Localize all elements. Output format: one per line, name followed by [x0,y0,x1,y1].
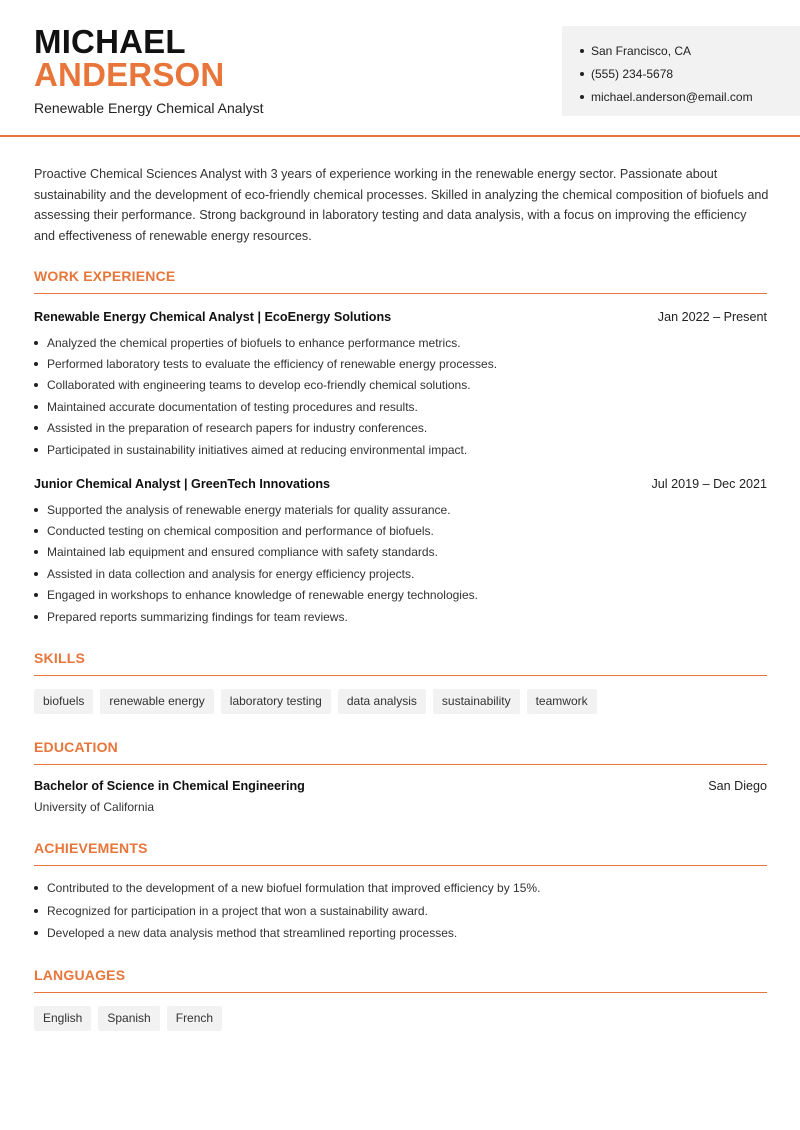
first-name: MICHAEL [34,23,186,60]
list-item [34,900,767,923]
list-item [34,332,767,353]
skill-chip: biofuels [34,689,93,714]
bullet-icon [580,95,584,99]
section-title-achievements: ACHIEVEMENTS [34,840,767,866]
education-location: San Diego [708,779,767,793]
list-item-text: Maintained accurate documentation of testing procedures and results. [47,399,418,414]
education-degree: Bachelor of Science in Chemical Engineering [34,779,305,793]
bullet-icon [34,550,38,554]
skill-chip: sustainability [433,689,520,714]
list-item [34,606,767,627]
bullet-icon [34,362,38,366]
list-item [34,877,767,900]
bullet-icon [34,383,38,387]
skill-chip: data analysis [338,689,426,714]
list-item-text: Contributed to the development of a new biofuel formulation that improved efficiency by 15%. [47,881,541,896]
bullet-icon [34,931,38,935]
list-item-text: Recognized for participation in a project that won a sustainability award. [47,903,428,918]
list-item [34,499,767,520]
contact-location-text: San Francisco, CA [591,43,692,58]
list-item-text: Collaborated with engineering teams to develop eco-friendly chemical solutions. [47,378,471,393]
job-dates: Jan 2022 – Present [657,310,767,324]
section-title-skills: SKILLS [34,650,767,676]
language-chip: French [167,1006,222,1031]
list-item-text: Participated in sustainability initiatives aimed at reducing environmental impact. [47,442,468,457]
job-dates: Jul 2019 – Dec 2021 [651,477,767,491]
section-title-work: WORK EXPERIENCE [34,268,767,294]
list-item-text: Supported the analysis of renewable energy materials for quality assurance. [47,502,451,517]
list-item-text: Conducted testing on chemical composition and performance of biofuels. [47,524,434,539]
bullet-icon [34,508,38,512]
list-item [34,542,767,563]
list-item-text: Engaged in workshops to enhance knowledge of renewable energy technologies. [47,588,478,603]
job-role: Junior Chemical Analyst | GreenTech Innovations [34,477,331,491]
list-item [34,375,767,396]
contact-box [562,26,800,116]
contact-email [580,86,800,109]
list-item [34,922,767,945]
bullet-icon [34,593,38,597]
contact-phone-text: (555) 234-5678 [591,66,674,81]
list-item [34,563,767,584]
summary-paragraph: Proactive Chemical Sciences Analyst with 3 years of experience working in the renewable energy sector. Passionate about sustainability and the development of eco-friendly chemical processes. Skilled in analyzing the chemical composition of biofuels and assessing their performance. Strong background in laboratory testing and data analysis, with a focus on improving the efficiency and effectiveness of renewable energy resources. [34,167,769,243]
bullet-icon [34,405,38,409]
list-item [34,396,767,417]
bullet-icon [34,426,38,430]
list-item [34,353,767,374]
list-item [34,520,767,541]
section-title-education: EDUCATION [34,739,767,765]
bullet-icon [34,909,38,913]
contact-email-text: michael.anderson@email.com [591,90,753,105]
contact-phone [580,62,800,85]
job-role: Renewable Energy Chemical Analyst | EcoEnergy Solutions [34,310,392,324]
achievements-list [34,877,767,945]
skills-list [34,689,597,714]
last-name: ANDERSON [34,56,225,93]
list-item-text: Prepared reports summarizing findings for team reviews. [47,609,348,624]
list-item-text: Performed laboratory tests to evaluate the efficiency of renewable energy processes. [47,357,498,372]
languages-list [34,1006,222,1031]
education-school: University of California [34,800,155,814]
list-item-text: Analyzed the chemical properties of biofuels to enhance performance metrics. [47,335,461,350]
bullet-icon [580,49,584,53]
skill-chip: laboratory testing [221,689,331,714]
education-row [34,779,767,793]
job-header [34,477,767,491]
resume-header [0,0,800,137]
skill-chip: teamwork [527,689,597,714]
contact-location [580,39,800,62]
language-chip: English [34,1006,91,1031]
list-item [34,439,767,460]
bullet-icon [34,341,38,345]
list-item [34,418,767,439]
job-bullets [34,332,767,460]
list-item-text: Assisted in data collection and analysis for energy efficiency projects. [47,566,415,581]
list-item [34,585,767,606]
bullet-icon [34,615,38,619]
bullet-icon [34,886,38,890]
section-title-languages: LANGUAGES [34,967,767,993]
job-bullets [34,499,767,627]
skill-chip: renewable energy [100,689,213,714]
list-item-text: Developed a new data analysis method that streamlined reporting processes. [47,926,458,941]
job-title: Renewable Energy Chemical Analyst [34,100,264,116]
bullet-icon [34,448,38,452]
bullet-icon [34,572,38,576]
bullet-icon [580,72,584,76]
language-chip: Spanish [98,1006,159,1031]
list-item-text: Maintained lab equipment and ensured compliance with safety standards. [47,545,438,560]
bullet-icon [34,529,38,533]
list-item-text: Assisted in the preparation of research papers for industry conferences. [47,421,428,436]
job-header [34,310,767,324]
